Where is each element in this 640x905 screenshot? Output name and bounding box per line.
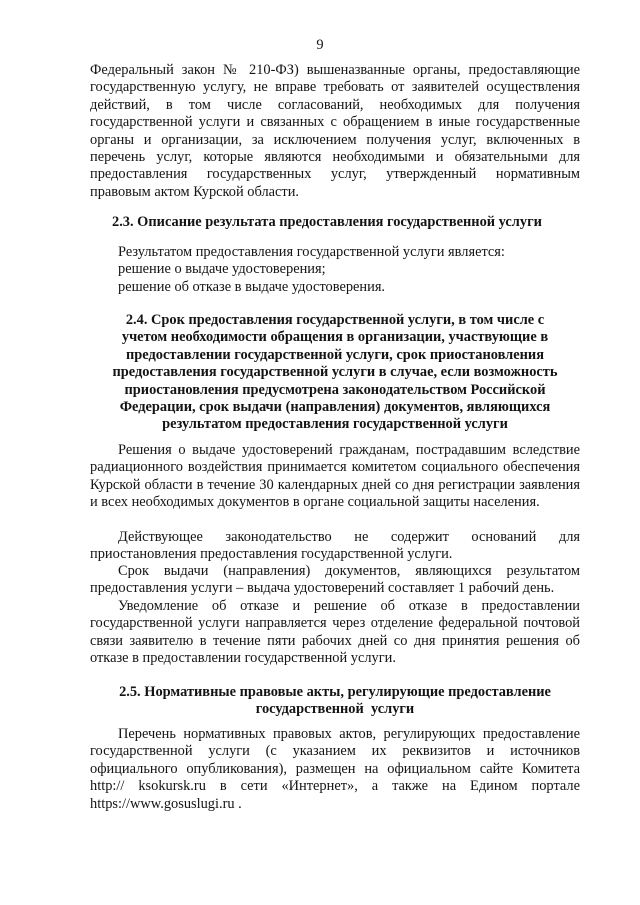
refusal-notice-paragraph: Уведомление об отказе и решение об отказе в предоставлении государственной услуги направляется через отделение федеральной почтовой связи заявителю в течение пяти рабочих дней со дня принятия решения об отказе в предоставлении государственной услуги. [90, 598, 580, 667]
suspension-paragraph: Действующее законодательство не содержит оснований для приостановления предоставления государственной услуги. [90, 529, 580, 563]
section-2-4-heading [90, 312, 580, 434]
heading-line: результатом предоставления государственной услуги [162, 416, 508, 433]
heading-line: 2.5. Нормативные правовые акты, регулирующие предоставление [119, 684, 551, 700]
heading-line: предоставлении государственной услуги, срок приостановления [126, 346, 544, 363]
heading-line: приостановления предусмотрена законодательством Российской [124, 381, 546, 398]
result-option-line: решение об отказе в выдаче удостоверения. [118, 278, 386, 295]
section-2-5-heading [90, 684, 580, 719]
heading-line: 2.4. Срок предоставления государственной услуги, в том числе с [125, 312, 545, 328]
intro-paragraph: Федеральный закон № 210-ФЗ) вышеназванные органы, предоставляющие государственную услугу, не вправе требовать от заявителей осуществления действий, в том числе согласований, необходимых для получения государственной услуги и связанных с обращением в иные государственные органы и организации, за исключением получения услуг, включенных в перечень услуг, которые являются необходимыми и обязательными для предоставления государственных услуг, утвержденный нормативным правовым актом Курской области. [90, 62, 580, 200]
heading-line: предоставления государственной услуги в случае, если возможность [112, 364, 558, 381]
heading-line: государственной услуги [255, 701, 415, 718]
result-intro-line: Результатом предоставления государственной услуги является: [118, 244, 505, 260]
heading-line: Федерации, срок выдачи (направления) документов, являющихся [119, 399, 551, 416]
legal-acts-paragraph: Перечень нормативных правовых актов, регулирующих предоставление государственной услуги (с указанием их реквизитов и источников официального опубликования), размещен на официальном сайте Комитета http:// ksokursk.ru в сети «Интернет», а также на Едином портале https://www.gosuslugi.ru . [90, 726, 580, 812]
section-2-3-heading: 2.3. Описание результата предоставления государственной услуги [112, 214, 542, 230]
page-number: 9 [316, 37, 324, 53]
decision-term-paragraph: Решения о выдаче удостоверений гражданам, пострадавшим вследствие радиационного воздействия принимается комитетом социального обеспечения Курской области в течение 30 календарных дней со дня регистрации заявления и всех необходимых документов в органе социальной защиты населения. [90, 442, 580, 511]
issuance-term-paragraph: Срок выдачи (направления) документов, являющихся результатом предоставления услуги – выдача удостоверений составляет 1 рабочий день. [90, 563, 580, 597]
heading-line: учетом необходимости обращения в организации, участвующие в [121, 329, 549, 346]
result-option-line: решение о выдаче удостоверения; [118, 261, 326, 278]
